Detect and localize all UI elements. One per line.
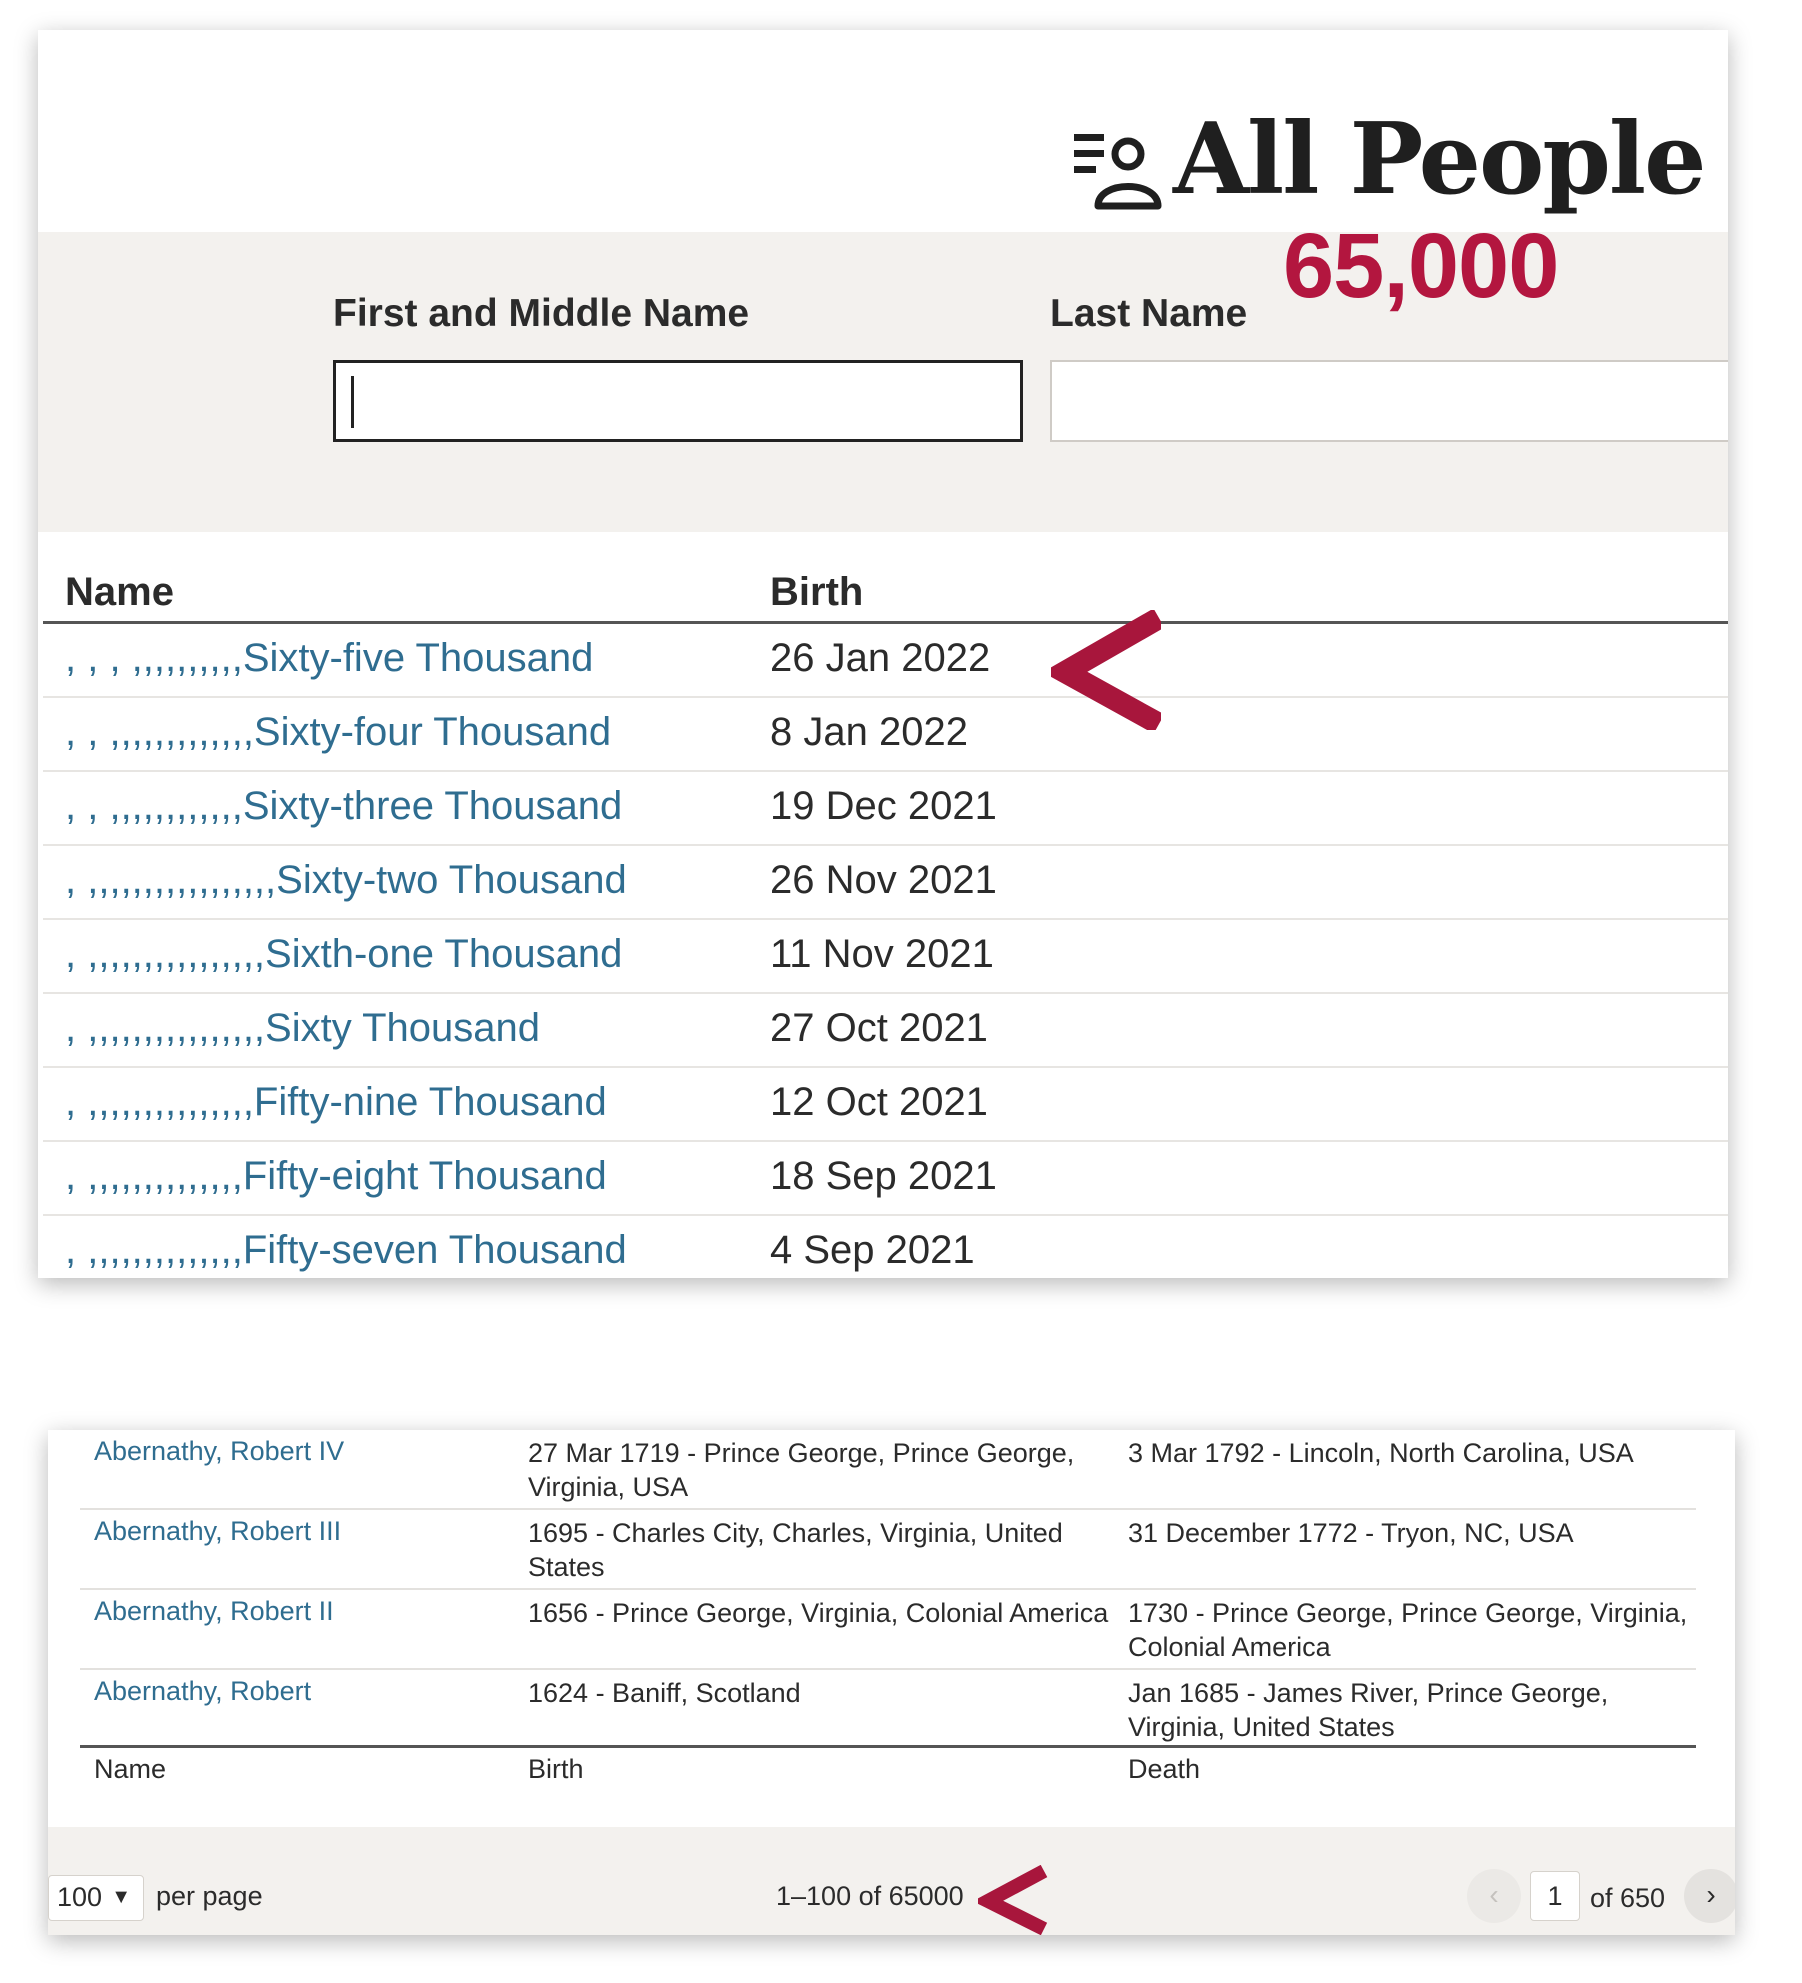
first-name-input[interactable] xyxy=(333,360,1023,442)
footer-divider xyxy=(80,1745,1696,1748)
birth-date: 11 Nov 2021 xyxy=(770,932,994,976)
first-name-label: First and Middle Name xyxy=(333,292,750,335)
birth-cell: 27 Mar 1719 - Prince George, Prince George, Virginia, USA xyxy=(528,1438,1075,1502)
page-title: All People xyxy=(1173,102,1705,217)
birth-date: 12 Oct 2021 xyxy=(770,1080,988,1124)
table-row xyxy=(43,772,1728,846)
red-arrow-icon xyxy=(978,1865,1048,1935)
death-cell: 31 December 1772 - Tryon, NC, USA xyxy=(1128,1518,1574,1548)
birth-cell: 1656 - Prince George, Virginia, Colonial America xyxy=(528,1598,1109,1628)
person-link[interactable]: Abernathy, Robert IV xyxy=(94,1436,345,1466)
table-row xyxy=(43,994,1728,1068)
per-page-label: per page xyxy=(156,1881,263,1911)
footer-header-name[interactable]: Name xyxy=(94,1754,167,1784)
person-link[interactable]: , , ,,,,,,,,,,,,,Sixty-four Thousand xyxy=(65,710,612,754)
result-range: 1–100 of 65000 xyxy=(776,1881,964,1911)
person-link[interactable]: , ,,,,,,,,,,,,,,,Fifty-nine Thousand xyxy=(65,1080,607,1124)
column-header-name[interactable]: Name xyxy=(65,570,174,614)
table-row xyxy=(43,1216,1728,1278)
people-table xyxy=(43,624,1728,1278)
page-count: of 650 xyxy=(1590,1883,1666,1913)
person-link[interactable]: Abernathy, Robert xyxy=(94,1676,312,1706)
table-row xyxy=(80,1670,1696,1748)
birth-date: 27 Oct 2021 xyxy=(770,1006,988,1050)
column-header-birth[interactable]: Birth xyxy=(770,570,864,614)
table-row xyxy=(43,920,1728,994)
table-row xyxy=(43,846,1728,920)
birth-date: 8 Jan 2022 xyxy=(770,710,968,754)
red-arrow-icon xyxy=(1051,610,1161,730)
table-row xyxy=(43,1142,1728,1216)
person-link[interactable]: , , , ,,,,,,,,,,Sixty-five Thousand xyxy=(65,636,594,680)
person-link[interactable]: , , ,,,,,,,,,,,,Sixty-three Thousand xyxy=(65,784,623,828)
person-link[interactable]: Abernathy, Robert III xyxy=(94,1516,342,1546)
birth-date: 26 Nov 2021 xyxy=(770,858,997,902)
last-name-label: Last Name xyxy=(1050,292,1248,335)
birth-date: 4 Sep 2021 xyxy=(770,1228,975,1272)
person-link[interactable]: , ,,,,,,,,,,,,,,,,Sixty Thousand xyxy=(65,1006,541,1050)
death-cell: 1730 - Prince George, Prince George, Virginia, Colonial America xyxy=(1128,1598,1688,1662)
caret-down-icon: ▼ xyxy=(111,1886,131,1908)
people-results-panel xyxy=(48,1430,1735,1935)
last-name-input[interactable] xyxy=(1050,360,1728,442)
person-link[interactable]: , ,,,,,,,,,,,,,,,,Sixth-one Thousand xyxy=(65,932,623,976)
footer-header-death[interactable]: Death xyxy=(1128,1754,1201,1784)
table-row xyxy=(80,1430,1696,1510)
table-row xyxy=(43,1068,1728,1142)
table-row xyxy=(43,698,1728,772)
chevron-left-icon[interactable]: ‹ xyxy=(1467,1869,1521,1923)
birth-date: 26 Jan 2022 xyxy=(770,636,991,680)
per-page-value: 100 xyxy=(57,1882,103,1912)
people-list-icon xyxy=(1068,118,1168,218)
birth-date: 19 Dec 2021 xyxy=(770,784,997,828)
page-number-input[interactable]: 1 xyxy=(1530,1871,1580,1921)
text-cursor xyxy=(351,376,354,428)
death-cell: Jan 1685 - James River, Prince George, Virginia, United States xyxy=(1128,1678,1609,1742)
person-link[interactable]: , ,,,,,,,,,,,,,,Fifty-eight Thousand xyxy=(65,1154,607,1198)
per-page-select[interactable] xyxy=(48,1875,144,1921)
person-link[interactable]: , ,,,,,,,,,,,,,,Fifty-seven Thousand xyxy=(65,1228,627,1272)
results-table xyxy=(80,1430,1696,1748)
table-row xyxy=(80,1590,1696,1670)
footer-header-birth[interactable]: Birth xyxy=(528,1754,584,1784)
person-link[interactable]: Abernathy, Robert II xyxy=(94,1596,334,1626)
birth-cell: 1695 - Charles City, Charles, Virginia, United States xyxy=(528,1518,1063,1582)
person-link[interactable]: , ,,,,,,,,,,,,,,,,,Sixty-two Thousand xyxy=(65,858,627,902)
people-count: 65,000 xyxy=(1283,215,1559,317)
pagination-bar xyxy=(48,1827,1735,1935)
birth-cell: 1624 - Baniff, Scotland xyxy=(528,1678,801,1708)
table-row xyxy=(80,1510,1696,1590)
table-row xyxy=(43,624,1728,698)
birth-date: 18 Sep 2021 xyxy=(770,1154,997,1198)
people-search-panel xyxy=(38,30,1728,1278)
death-cell: 3 Mar 1792 - Lincoln, North Carolina, USA xyxy=(1128,1438,1634,1468)
chevron-right-icon[interactable]: › xyxy=(1684,1869,1735,1923)
